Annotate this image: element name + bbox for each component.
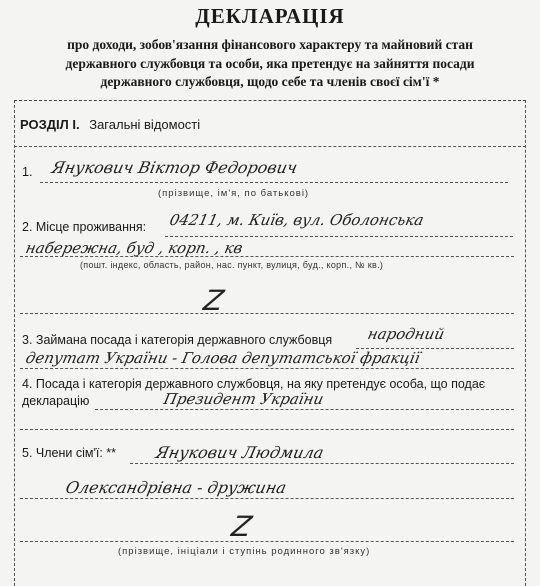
field-3-label: 3. Займана посада і категорія державного службовця: [22, 333, 333, 347]
field-4-line-2: [20, 429, 514, 430]
section-divider: [14, 146, 526, 147]
document-title: ДЕКЛАРАЦІЯ: [195, 4, 345, 28]
field-2-line-3: [20, 313, 514, 314]
field-4-line-1: [95, 409, 514, 410]
subtitle-line-1: про доходи, зобов'язання фінансового характеру та майновий стан: [67, 37, 473, 52]
section-number: РОЗДІЛ І.: [20, 117, 80, 132]
field-2-hint: (пошт. індекс, область, район, нас. пункт, вулиця, буд., корп., № кв.): [80, 260, 384, 270]
field-5-value-line-1: Янукович Людмила: [153, 443, 326, 462]
field-2-value-line-2: набережна, буд , корп. , кв: [24, 239, 245, 257]
field-2-dash-mark: Z: [201, 284, 227, 317]
field-5-dash-mark: Z: [229, 510, 255, 543]
field-3-value-line-1: народний: [366, 325, 447, 343]
field-4-label-line-1: 4. Посада і категорія державного службовця, на яку претендує особа, що подає: [22, 377, 486, 391]
section-heading: [20, 117, 200, 132]
field-3-value-line-2: депутат України - Голова депутатської фракції: [24, 349, 422, 367]
subtitle-line-2: державного службовця та особи, яка претендує на зайняття посади: [65, 56, 475, 71]
field-1-number: 1.: [22, 165, 33, 179]
field-2-value-line-1: 04211, м. Київ, вул. Оболонська: [168, 211, 426, 229]
field-2-line-2: [20, 256, 514, 257]
field-1-name-value: Янукович Віктор Федорович: [49, 158, 300, 177]
field-5-value-line-2: Олександрівна - дружина: [63, 478, 289, 497]
field-4-value: Президент України: [162, 390, 326, 408]
field-5-label: 5. Члени сім'ї: **: [22, 446, 116, 460]
field-1-hint: (прізвище, ім'я, по батькові): [158, 188, 310, 199]
field-5-line-3: [20, 541, 514, 542]
subtitle-line-3: державного службовця, щодо себе та членів своєї сім'ї *: [100, 74, 440, 89]
field-2-line-1: [165, 236, 513, 237]
field-3-line-2: [20, 368, 514, 369]
field-4-label-line-2: декларацію: [22, 394, 90, 408]
field-2-label: 2. Місце проживання:: [22, 220, 147, 234]
field-5-line-1: [130, 463, 514, 464]
field-5-line-2: [20, 498, 514, 499]
section-name: Загальні відомості: [89, 117, 201, 132]
field-5-hint: (прізвище, ініціали і ступінь родинного зв'язку): [118, 546, 371, 557]
field-1-line: [40, 182, 508, 183]
